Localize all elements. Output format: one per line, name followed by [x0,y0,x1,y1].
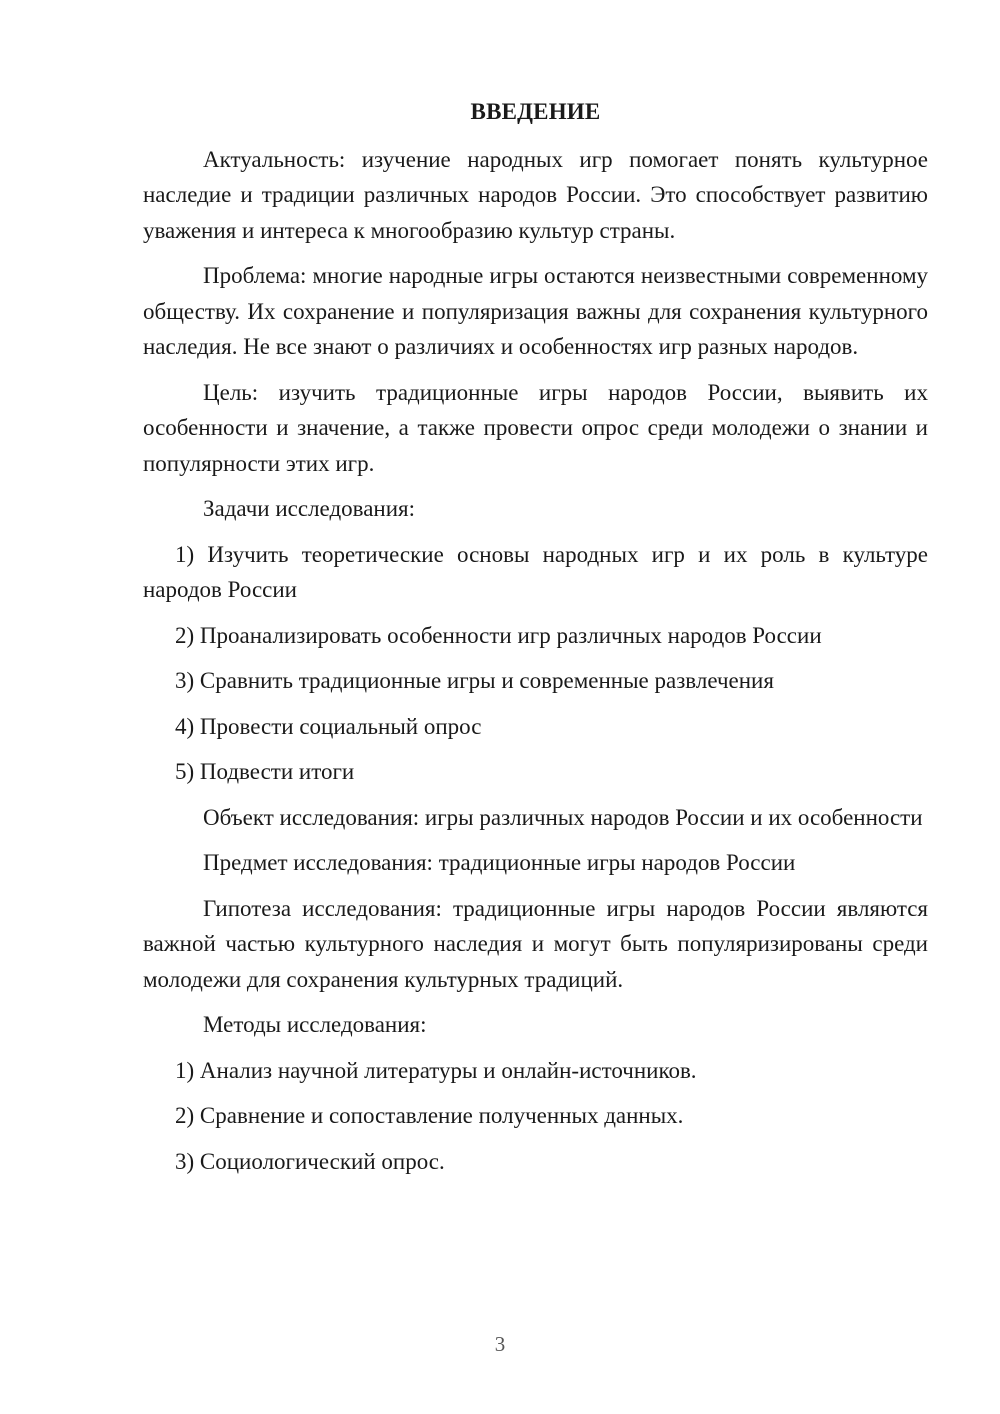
methods-heading: Методы исследования: [203,1012,427,1037]
method-item-2: 2) Сравнение и сопоставление полученных данных. [175,1103,684,1128]
document-page [143,94,928,1189]
paragraph-subject: Предмет исследования: традиционные игры народов России [203,850,796,875]
tasks-heading: Задачи исследования: [203,496,416,521]
page-number: 3 [494,1332,506,1356]
paragraph-problem: Проблема: многие народные игры остаются неизвестными современному обществу. Их сохранение и популяризация важны для сохранения культурного наследия. Не все знают о различиях и особенностях игр разных народов. [143,263,928,359]
task-item-3: 3) Сравнить традиционные игры и современные развлечения [175,668,774,693]
paragraph-relevance: Актуальность: изучение народных игр помогает понять культурное наследие и традиции различных народов России. Это способствует развитию уважения и интереса к многообразию культур страны. [143,146,928,243]
paragraph-object: Объект исследования: игры различных народов России и их особенности [203,804,923,830]
task-item-2: 2) Проанализировать особенности игр различных народов России [175,622,822,648]
section-title: ВВЕДЕНИЕ [470,99,601,124]
paragraph-hypothesis: Гипотеза исследования: традиционные игры народов России являются важной частью культурного наследия и могут быть популяризированы среди молодежи для сохранения культурных традиций. [143,895,928,992]
method-item-3: 3) Социологический опрос. [175,1148,445,1174]
task-item-1: 1) Изучить теоретические основы народных игр и их роль в культуре народов России [143,541,928,602]
task-item-5: 5) Подвести итоги [175,759,355,784]
task-item-4: 4) Провести социальный опрос [175,713,482,739]
paragraph-goal: Цель: изучить традиционные игры народов России, выявить их особенности и значение, а также провести опрос среди молодежи о знании и популярности этих игр. [143,379,928,476]
method-item-1: 1) Анализ научной литературы и онлайн-источников. [175,1057,697,1083]
